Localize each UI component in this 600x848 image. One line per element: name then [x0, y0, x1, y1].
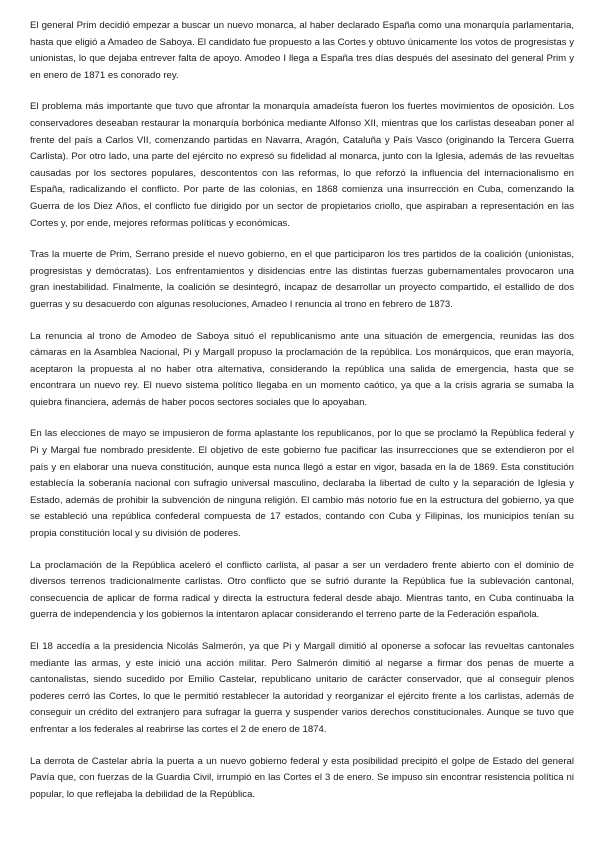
paragraph-salmeron-castelar: El 18 accedía a la presidencia Nicolás Salmerón, ya que Pi y Margall dimitió al oponerse a sofocar las revueltas cantonales mediante las armas, y este inició una acción militar. Pero Salmerón dimitió al negarse a firmar dos penas de muerte a cantonalistas, siendo sucedido por Emilio Castelar, republicano unitario de carácter conservador, que al conseguir plenos poderes cerró las Cortes, lo que le permitió restablecer la autoridad y reorganizar el ejército frente a los carlistas, además de conseguir un crédito del extranjero para sufragar la guerra y suspender varios derechos constitucionales. Aunque se tuvo que enfrentar a los federales al reabrirse las cortes el 2 de enero de 1874.	[30, 641, 574, 735]
document-page	[30, 18, 574, 818]
paragraph-serrano: Tras la muerte de Prim, Serrano preside el nuevo gobierno, en el que participaron los tres partidos de la coalición (unionistas, progresistas y demócratas). Los enfrentamientos y disidencias entre las distintas fuerzas gubernamentales provocaron una gran inestabilidad. Finalmente, la coalición se desintegró, incapaz de desarrollar un proyecto compartido, el estallido de dos guerras y su desacuerdo con algunas resoluciones, Amadeo I renuncia al trono en febrero de 1873.	[30, 249, 574, 310]
paragraph-proclamacion: La proclamación de la República aceleró el conflicto carlista, al pasar a ser un verdadero frente abierto con el dominio de diversos terrenos tradicionalmente carlistas. Otro conflicto que se sufrió durante la República fue la sublevación cantonal, consecuencia de aplicar de forma radical y directa la estructura federal desde abajo. Mientras tanto, en Cuba continuaba la guerra de independencia y los gobiernos la intentaron aplacar considerando el terreno parte de la Federación española.	[30, 559, 574, 621]
paragraph-prim-amadeo: El general Prim decidió empezar a buscar un nuevo monarca, al haber declarado España como una monarquía parlamentaria, hasta que eligió a Amadeo de Saboya. El candidato fue propuesto a las Cortes y obtuvo únicamente los votos de progresistas y unionistas, lo que dejaba entrever falta de apoyo. Amodeo I llega a España tres días después del asesinato del general Prim y en enero de 1871 es conorado rey.	[30, 20, 574, 81]
paragraph-elecciones: En las elecciones de mayo se impusieron de forma aplastante los republicanos, por lo que se proclamó la República federal y Pi y Margal fue nombrado presidente. El objetivo de este gobierno fue pacificar las insurrecciones que se extendieron por el país y en elaborar una nueva constitución, aunque esta nunca llegó a estar en vigor, basada en la de 1869. Esta constitución establecía la soberanía nacional con sufragio universal masculino, declaraba la libertad de culto y la separación de Iglesia y Estado, además de prohibir la subvención de ninguna religión. El cambio más notorio fue en la estructura del gobierno, ya que se estableció una república confederal compuesta de 17 estados, contando con Cuba y Filipinas, los municipios tenían su propia constitución local y su división de poderes.	[30, 428, 574, 540]
paragraph-oposicion: El problema más importante que tuvo que afrontar la monarquía amadeísta fueron los fuertes movimientos de oposición. Los conservadores deseaban restaurar la monarquía borbónica mediante Alfonso XII, mientras que los carlistas deseaban poner al frente del país a Carlos VII, comenzando partidas en Navarra, Aragón, Cataluña y País Vasco (originando la Tercera Guerra Carlista). Por otro lado, una parte del ejército no expresó su fidelidad al monarca, junto con la Iglesia, además de las revueltas causadas por los sectores populares, descontentos con las reformas, lo que reforzó la influencia del internacionalismo en España, radicalizando el conflicto. Por parte de las colonias, en 1868 comienza una insurrección en Cuba, comenzando la Guerra de los Diez Años, el conflicto fue dirigido por un sector de propietarios criollo, que aspiraban a representación en las Cortes y, por ende, mejores reformas políticas y económicas.	[30, 101, 574, 229]
paragraph-renuncia: La renuncia al trono de Amodeo de Saboya situó el republicanismo ante una situación de emergencia, reunidas las dos cámaras en la Asamblea Nacional, Pi y Margall propuso la proclamación de la república. Los monárquicos, que eran mayoría, aceptaron la propuesta al no haber otra alternativa, considerando la república una salida de emergencia, hasta que se encontrara un nuevo rey. El nuevo sistema político llegaba en un momento caótico, ya que a la crisis agraria se sumaba la quiebra financiera, además de haber pocos sectores sociales que lo apoyaban.	[30, 330, 574, 408]
paragraph-pavia: La derrota de Castelar abría la puerta a un nuevo gobierno federal y esta posibilidad precipitó el golpe de Estado del general Pavía que, con fuerzas de la Guardia Civil, irrumpió en las Cortes el 3 de enero. Se impuso sin encontrar resistencia política ni popular, lo que reflejaba la debilidad de la República.	[30, 755, 574, 800]
